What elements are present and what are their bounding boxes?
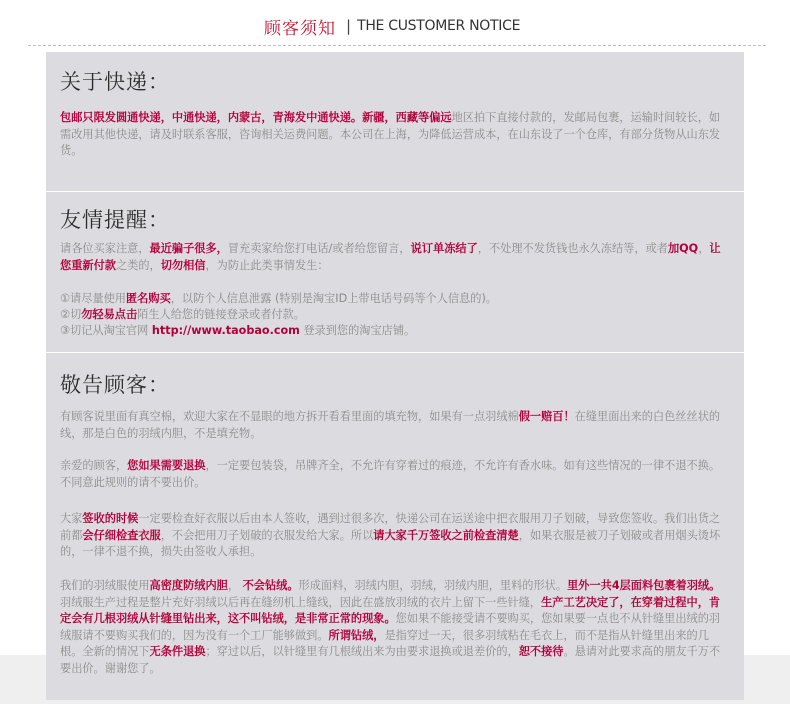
highlighted-text: 加QQ <box>667 242 699 255</box>
body-text: ，如果衣服是被刀子划破或者用烟头烫坏的，一律不退不换，损失由签收人承担。 <box>60 528 721 558</box>
highlighted-text: 假一赔百！ <box>518 410 575 423</box>
highlighted-text: 不会钻绒。 <box>242 579 299 592</box>
title-chinese: 顾客须知 <box>264 18 336 39</box>
section-divider <box>46 352 744 353</box>
reminder-item-1 <box>60 291 728 308</box>
section-title: 关于快递： <box>60 70 170 94</box>
highlighted-text: 最近骗子很多， <box>149 242 228 255</box>
body-text: 。悬请对此要求高的朋友千万不要出价。谢谢您了。 <box>60 645 721 675</box>
highlighted-text: 切勿相信 <box>160 258 206 272</box>
highlighted-text: 无条件退换 <box>149 645 206 658</box>
body-text: 有顾客说里面有真空棉，欢迎大家在不显眼的地方拆开看看里面的填充物，如果有一点羽绒棉 <box>60 410 519 423</box>
highlighted-text: 说订单冻结了 <box>410 242 478 255</box>
body-text: 之类的， <box>115 258 161 272</box>
reminder-paragraph <box>60 241 728 274</box>
body-text: 在缝里面出来的白色丝丝状的线，那是白色的羽绒内胆，不是填充物。 <box>60 410 721 440</box>
highlighted-text: 您如果需要退换 <box>127 459 206 472</box>
body-text: 亲爱的顾客， <box>60 459 128 472</box>
section-title: 友情提醒： <box>60 208 170 232</box>
reminder-item-3 <box>60 323 728 340</box>
body-text: ，不会把用刀子划破的衣服发给大家。所以 <box>160 528 374 542</box>
body-text: ③切记从淘宝官网 <box>60 324 152 337</box>
body-text: ；穿过以后，以针缝里有几根绒出来为由要求退换或退差价的， <box>205 645 519 658</box>
body-text: 冒充卖家给您打电话/或者给您留言， <box>227 242 411 255</box>
body-text: ， <box>698 242 710 255</box>
body-text: 陌生人给您的链接登录或者付款。 <box>137 308 305 321</box>
body-text: ，不处理不发货钱也永久冻结等，或者 <box>477 242 668 255</box>
highlighted-text: 里外一共4层面料包裹着羽绒。 <box>567 579 721 592</box>
body-text: 地区拍下直接付款的，发邮局包裹，运输时间较长，如需改用其他快递，请及时联系客服，咨询相关运费问题。本公司在上海，为降低运营成本，在山东设了一个仓库，有部分货物从山东发货。 <box>60 111 721 157</box>
highlighted-text: 让您重新付款 <box>60 242 721 272</box>
body-text: 是指穿过一天，很多羽绒粘在毛衣上，而不是指从针缝里出来的几根。全新的情况下 <box>60 628 709 658</box>
highlighted-text: 恕不接待 <box>518 645 564 658</box>
express-paragraph <box>60 110 728 160</box>
body-text: 大家 <box>60 512 83 525</box>
highlighted-text: 所谓钻绒， <box>328 628 385 642</box>
notice-paragraph-4 <box>60 578 728 677</box>
highlighted-text: 请大家千万签收之前检查清楚 <box>373 528 519 542</box>
body-text: ，以防个人信息泄露 (特别是淘宝ID上带电话号码等个人信息的)。 <box>170 292 497 305</box>
title-english: THE CUSTOMER NOTICE <box>357 18 521 34</box>
body-text: ，为防止此类事情发生： <box>205 258 329 272</box>
title-separator: | <box>346 17 352 35</box>
body-text: 请各位买家注意， <box>60 242 150 255</box>
highlighted-text: 勿轻易点击 <box>81 308 138 321</box>
body-text: 羽绒服生产过程是整片充好羽绒以后再在缝纫机上缝线，因此在盛放羽绒的衣片上留下一些针缝， <box>60 595 542 609</box>
body-text: 形成面料，羽绒内胆，羽绒，羽绒内胆，里料的形状。 <box>298 579 568 592</box>
body-text: ，一定要包装袋，吊牌齐全，不允许有穿着过的痕迹，不允许有香水味。如有这些情况的一律不退不换。不同意此规则的请不要出价。 <box>60 459 721 489</box>
highlighted-text: 包邮只限发圆通快递，中通快递，内蒙古，青海发中通快递。新疆，西藏等偏远 <box>60 111 452 124</box>
body-text: 您如果不能接受请不要购买，您如果要一点也不从针缝里出绒的羽绒服请不要购买我们的，因为没有一个工厂能够做到。 <box>60 612 721 642</box>
notice-paragraph-2 <box>60 458 728 491</box>
body-text: ②切 <box>60 308 82 321</box>
body-text: ①请尽量使用 <box>60 292 126 305</box>
highlighted-text: 会仔细检查衣服 <box>82 528 161 542</box>
highlighted-text: 匿名购买 <box>125 292 171 305</box>
header-dashed-divider <box>28 45 766 46</box>
reminder-item-2 <box>60 307 728 324</box>
body-text: 我们的羽绒服使用 <box>60 579 150 592</box>
section-title: 敬告顾客： <box>60 373 170 397</box>
highlighted-text: 生产工艺决定了，在穿着过程中，肯定会有几根羽绒从针缝里钻出来，这不叫钻绒，是非常正常的现象。 <box>60 595 721 625</box>
highlighted-text: http://www.taobao.com <box>151 324 300 337</box>
header-title-row <box>264 14 520 38</box>
body-text: ， <box>227 579 243 592</box>
highlighted-text: 高密度防绒内胆 <box>149 579 228 592</box>
body-text: 登录到您的淘宝店铺。 <box>299 324 416 337</box>
page-header <box>0 0 790 44</box>
notice-panel <box>46 52 744 700</box>
highlighted-text: 签收的时候 <box>82 512 139 525</box>
section-divider <box>46 191 744 192</box>
body-text: 一定要检查好衣服以后由本人签收，遇到过很多次，快递公司在运送途中把衣服用刀子划破，导致您签收。我们出货之前都 <box>60 512 721 542</box>
notice-paragraph-1 <box>60 409 728 442</box>
notice-paragraph-3 <box>60 511 728 561</box>
